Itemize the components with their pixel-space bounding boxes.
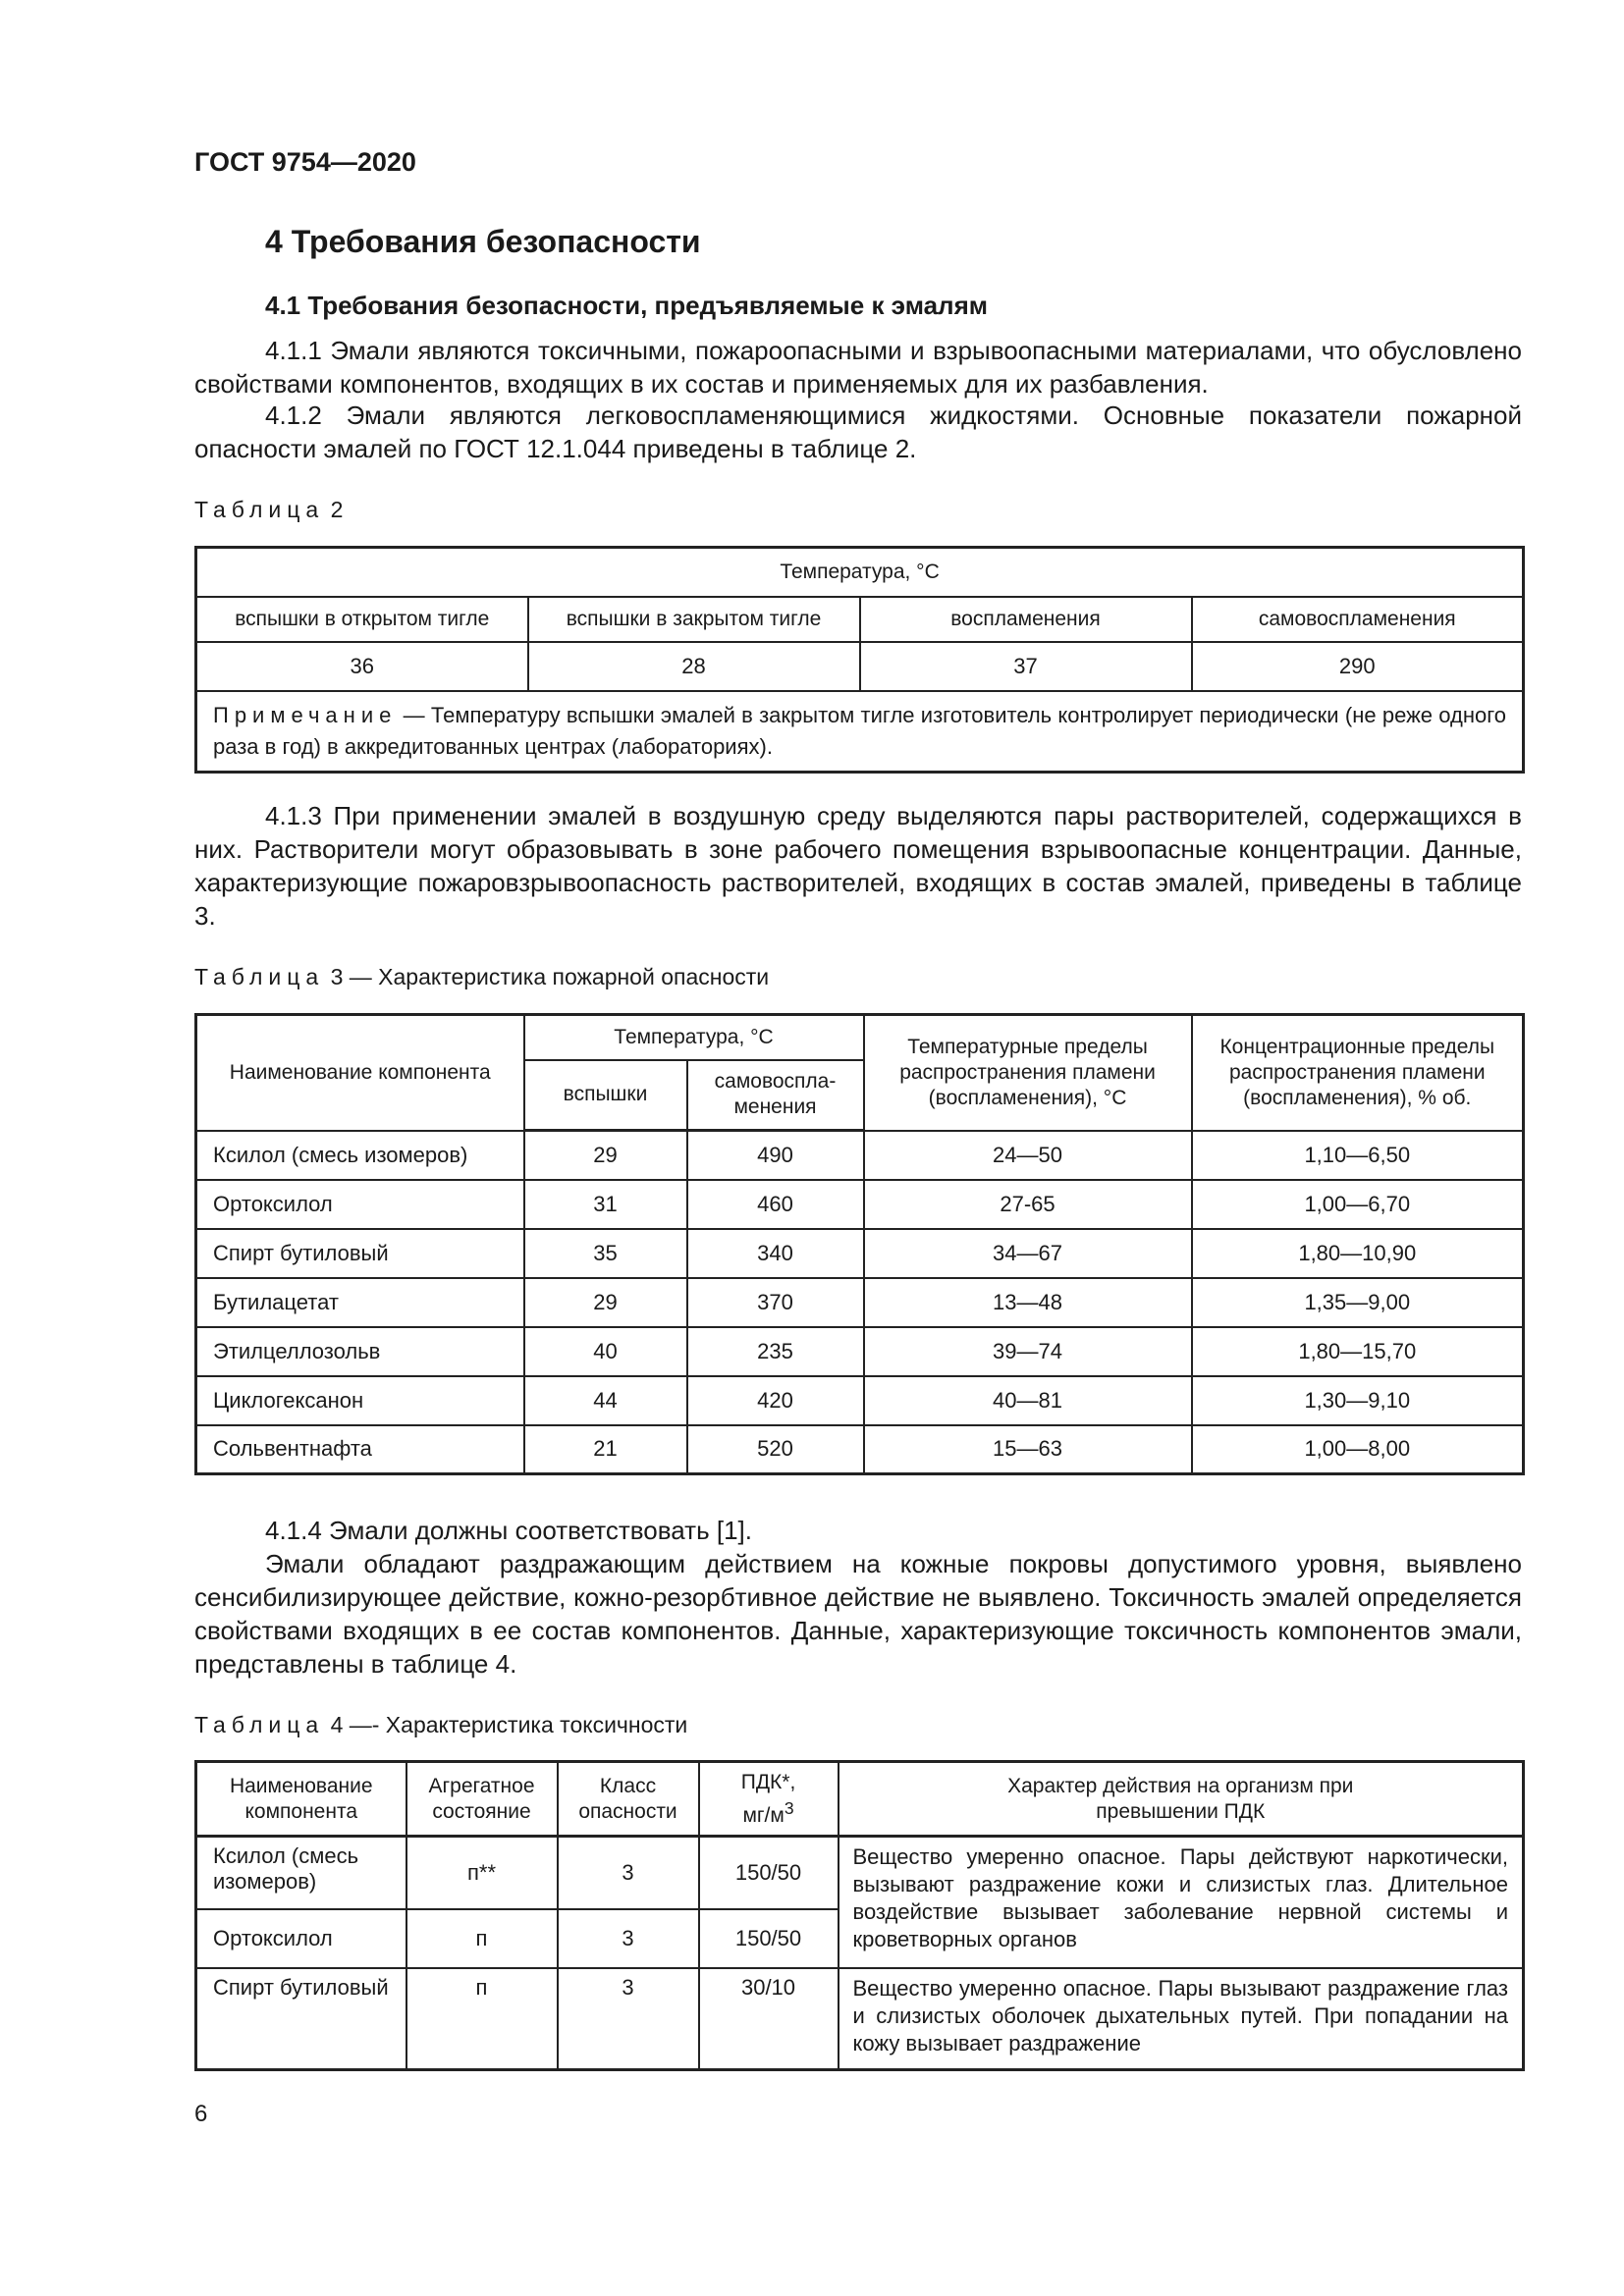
cell-name: Ксилол (смесь изомеров) bbox=[196, 1131, 524, 1180]
table-3-header-temp: Температура, °С bbox=[524, 1015, 864, 1060]
table-2-value: 290 bbox=[1192, 642, 1524, 691]
cell-name: Ксилол (смесь изомеров) bbox=[196, 1837, 406, 1909]
cell-name: Циклогексанон bbox=[196, 1376, 524, 1425]
table-2-note bbox=[196, 691, 1524, 773]
table-row bbox=[196, 1131, 1524, 1180]
cell-temp-limits: 24—50 bbox=[864, 1131, 1192, 1180]
caption-number: 2 bbox=[330, 497, 344, 522]
table-3-header-autoign: самовоспла-менения bbox=[687, 1060, 864, 1131]
cell-temp-limits: 27-65 bbox=[864, 1180, 1192, 1229]
table-2-header: вспышки в закрытом тигле bbox=[528, 597, 860, 642]
table-4-caption bbox=[194, 1712, 687, 1738]
cell-name: Ортоксилол bbox=[196, 1909, 406, 1968]
cell-name: Бутилацетат bbox=[196, 1278, 524, 1327]
table-2-group-header: Температура, °С bbox=[196, 548, 1524, 597]
table-2-header: вспышки в открытом тигле bbox=[196, 597, 528, 642]
paragraph-4-1-4-body bbox=[194, 1547, 1522, 1681]
table-3-header-temp-limits: Температурные пределы распространения пламени (воспламенения), °С bbox=[864, 1015, 1192, 1131]
table-3-header-name: Наименование компонента bbox=[196, 1015, 524, 1131]
cell-flash: 31 bbox=[524, 1180, 687, 1229]
cell-autoign: 370 bbox=[687, 1278, 864, 1327]
cell-flash: 35 bbox=[524, 1229, 687, 1278]
cell-conc-limits: 1,30—9,10 bbox=[1192, 1376, 1524, 1425]
table-3 bbox=[194, 1013, 1525, 1475]
cell-conc-limits: 1,80—15,70 bbox=[1192, 1327, 1524, 1376]
caption-word: Таблица bbox=[194, 964, 325, 989]
table-row bbox=[196, 1425, 1524, 1474]
table-2-value: 37 bbox=[860, 642, 1192, 691]
table-4-header-pdk bbox=[699, 1762, 839, 1837]
table-4-header-name: Наименование компонента bbox=[196, 1762, 406, 1837]
cell-flash: 21 bbox=[524, 1425, 687, 1474]
cell-class: 3 bbox=[558, 1837, 699, 1909]
table-4-header-class: Класс опасности bbox=[558, 1762, 699, 1837]
section-title: 4 Требования безопасности bbox=[265, 224, 701, 259]
cell-conc-limits: 1,35—9,00 bbox=[1192, 1278, 1524, 1327]
table-2-caption bbox=[194, 497, 343, 523]
table-3-header-flash: вспышки bbox=[524, 1060, 687, 1131]
cell-autoign: 490 bbox=[687, 1131, 864, 1180]
table-row bbox=[196, 1376, 1524, 1425]
paragraph-4-1-1 bbox=[194, 334, 1522, 400]
paragraph-text: 4.1.2 Эмали являются легковоспламеняющимися жидкостями. Основные показатели пожарной опасности эмалей по ГОСТ 12.1.044 приведены в таблице 2. bbox=[194, 400, 1522, 463]
table-2 bbox=[194, 546, 1525, 774]
table-row bbox=[196, 1180, 1524, 1229]
cell-pdk: 150/50 bbox=[699, 1837, 839, 1909]
cell-effect: Вещество умеренно опасное. Пары вызывают раздражение глаз и слизистых оболочек дыхательных путей. При попадании на кожу вызывает раздражение bbox=[839, 1968, 1524, 2070]
cell-state: п bbox=[406, 1968, 558, 2070]
cell-flash: 29 bbox=[524, 1278, 687, 1327]
paragraph-text: 4.1.4 Эмали должны соответствовать [1]. bbox=[265, 1516, 752, 1545]
cell-autoign: 520 bbox=[687, 1425, 864, 1474]
table-3-header-conc-limits: Концентрационные пределы распространения пламени (воспламенения), % об. bbox=[1192, 1015, 1524, 1131]
cell-autoign: 340 bbox=[687, 1229, 864, 1278]
cell-temp-limits: 40—81 bbox=[864, 1376, 1192, 1425]
table-4-header-state: Агрегатное состояние bbox=[406, 1762, 558, 1837]
paragraph-4-1-4 bbox=[194, 1514, 1522, 1547]
pdk-unit: мг/м bbox=[742, 1803, 785, 1827]
cell-autoign: 235 bbox=[687, 1327, 864, 1376]
table-2-header: самовоспламенения bbox=[1192, 597, 1524, 642]
table-row bbox=[196, 1968, 1524, 2070]
cell-conc-limits: 1,00—8,00 bbox=[1192, 1425, 1524, 1474]
cell-name: Спирт бутиловый bbox=[196, 1229, 524, 1278]
table-row bbox=[196, 1229, 1524, 1278]
cell-temp-limits: 34—67 bbox=[864, 1229, 1192, 1278]
caption-word: Таблица bbox=[194, 497, 325, 522]
note-text: — Температуру вспышки эмалей в закрытом тигле изготовитель контролирует периодически (не реже одного раза в год) в аккредитованных центрах (лабораториях). bbox=[213, 702, 1507, 759]
pdk-unit-superscript: 3 bbox=[784, 1797, 794, 1818]
paragraph-text: Эмали обладают раздражающим действием на кожные покровы допустимого уровня, выявлено сенсибилизирующее действие, кожно-резорбтивное действие не выявлено. Токсичность эмалей определяется свойствами входящих в ее состав компонентов. Данные, характеризующие токсичность компонентов эмали, представлены в таблице 4. bbox=[194, 1549, 1522, 1679]
pdk-label: ПДК*, bbox=[740, 1770, 796, 1793]
cell-class: 3 bbox=[558, 1909, 699, 1968]
cell-flash: 40 bbox=[524, 1327, 687, 1376]
table-2-value: 28 bbox=[528, 642, 860, 691]
table-3-caption bbox=[194, 964, 769, 990]
caption-word: Таблица bbox=[194, 1712, 325, 1737]
cell-name: Этилцеллозольв bbox=[196, 1327, 524, 1376]
cell-pdk: 30/10 bbox=[699, 1968, 839, 2070]
table-row bbox=[196, 1327, 1524, 1376]
cell-temp-limits: 15—63 bbox=[864, 1425, 1192, 1474]
cell-class: 3 bbox=[558, 1968, 699, 2070]
cell-conc-limits: 1,80—10,90 bbox=[1192, 1229, 1524, 1278]
paragraph-4-1-2 bbox=[194, 399, 1522, 465]
table-4 bbox=[194, 1760, 1525, 2071]
table-2-value: 36 bbox=[196, 642, 528, 691]
cell-autoign: 460 bbox=[687, 1180, 864, 1229]
document-code: ГОСТ 9754—2020 bbox=[194, 147, 416, 177]
cell-name: Спирт бутиловый bbox=[196, 1968, 406, 2070]
subsection-title: 4.1 Требования безопасности, предъявляемые к эмалям bbox=[265, 291, 988, 320]
caption-title: 4 —- Характеристика токсичности bbox=[330, 1712, 688, 1737]
table-row bbox=[196, 1837, 1524, 1909]
cell-autoign: 420 bbox=[687, 1376, 864, 1425]
cell-state: п bbox=[406, 1909, 558, 1968]
table-row bbox=[196, 1278, 1524, 1327]
note-word: Примечание bbox=[213, 702, 398, 727]
cell-conc-limits: 1,10—6,50 bbox=[1192, 1131, 1524, 1180]
cell-temp-limits: 13—48 bbox=[864, 1278, 1192, 1327]
cell-pdk: 150/50 bbox=[699, 1909, 839, 1968]
cell-flash: 44 bbox=[524, 1376, 687, 1425]
paragraph-4-1-3 bbox=[194, 799, 1522, 933]
paragraph-text: 4.1.1 Эмали являются токсичными, пожароопасными и взрывоопасными материалами, что обусловлено свойствами компонентов, входящих в их состав и применяемых для их разбавления. bbox=[194, 336, 1522, 399]
cell-state: п** bbox=[406, 1837, 558, 1909]
cell-temp-limits: 39—74 bbox=[864, 1327, 1192, 1376]
cell-flash: 29 bbox=[524, 1131, 687, 1180]
cell-name: Сольвентнафта bbox=[196, 1425, 524, 1474]
cell-effect: Вещество умеренно опасное. Пары действуют наркотически, вызывают раздражение кожи и слизистых глаз. Длительное воздействие вызывает заболевание нервной системы и кроветворных органов bbox=[839, 1837, 1524, 1968]
caption-title: 3 — Характеристика пожарной опасности bbox=[330, 964, 770, 989]
table-4-header-effect: Характер действия на организм при превышении ПДК bbox=[839, 1762, 1524, 1837]
table-2-header: воспламенения bbox=[860, 597, 1192, 642]
cell-conc-limits: 1,00—6,70 bbox=[1192, 1180, 1524, 1229]
page-number: 6 bbox=[194, 2101, 208, 2127]
paragraph-text: 4.1.3 При применении эмалей в воздушную среду выделяются пары растворителей, содержащихся в них. Растворители могут образовывать в зоне рабочего помещения взрывоопасные концентрации. Данные, характеризующие пожаровзрывоопасность растворителей, входящих в состав эмалей, приведены в таблице 3. bbox=[194, 801, 1522, 931]
cell-name: Ортоксилол bbox=[196, 1180, 524, 1229]
